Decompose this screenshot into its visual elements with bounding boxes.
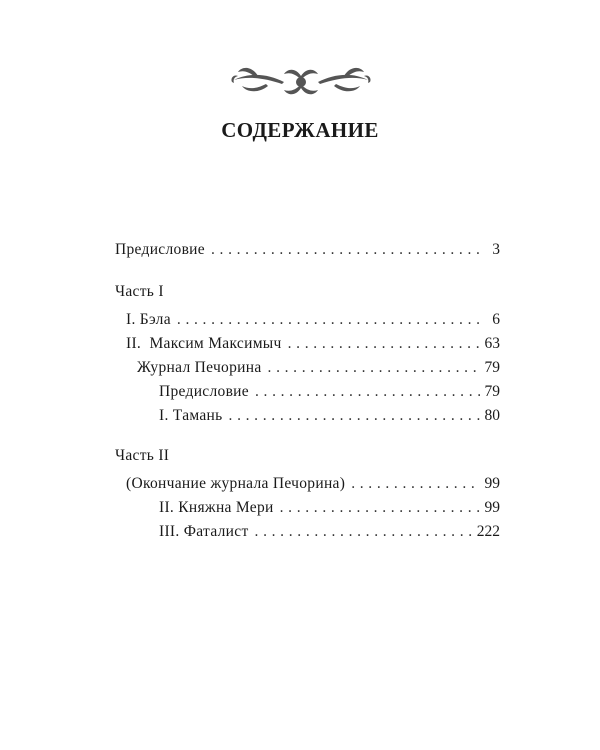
toc-entry [115,518,500,542]
toc-entry-page: 80 [484,407,500,424]
toc-entry-page: 79 [484,359,500,376]
toc-leader-dots [229,406,480,426]
page-title: СОДЕРЖАНИЕ [221,118,379,142]
toc-entry [115,330,500,354]
toc-entry-label: I. Бэла [126,311,171,328]
toc-leader-dots [255,382,480,402]
toc-entry-page: 99 [484,499,500,516]
toc-leader-dots [211,240,480,260]
toc-entry-label: II. Княжна Мери [159,499,274,516]
toc-entry [115,354,500,378]
toc-part-2-title: Часть II [115,447,170,464]
toc-entry-page: 63 [484,335,500,352]
toc-entry-label: III. Фаталист [159,523,249,540]
toc-entry-label: Предисловие [159,383,249,400]
toc-entry [115,306,500,330]
toc-entry [115,494,500,518]
toc-entry [115,402,500,426]
floral-ornament-icon [228,62,374,102]
toc-entry-label: Предисловие [115,241,205,258]
toc-entry-page: 99 [484,475,500,492]
toc-entry-preface [115,236,500,260]
toc-entry [115,378,500,402]
toc-entry-page: 79 [484,383,500,400]
toc-leader-dots [268,358,480,378]
toc-entry-label: (Окончание журнала Печорина) [126,475,346,492]
toc-entry-label: Журнал Печорина [137,359,262,376]
toc-entry-page: 6 [492,311,500,328]
toc-entry-label: II. Максим Максимыч [126,335,282,352]
toc-leader-dots [255,522,477,542]
toc-entry [115,470,500,494]
table-of-contents [115,236,500,542]
toc-leader-dots [288,334,480,354]
toc-entry-label: I. Тамань [159,407,223,424]
toc-leader-dots [280,498,480,518]
toc-entry-page: 222 [476,523,500,540]
toc-entry-page: 3 [492,241,500,258]
toc-part-1-title: Часть I [115,283,164,300]
toc-leader-dots [177,310,480,330]
toc-leader-dots [351,474,480,494]
